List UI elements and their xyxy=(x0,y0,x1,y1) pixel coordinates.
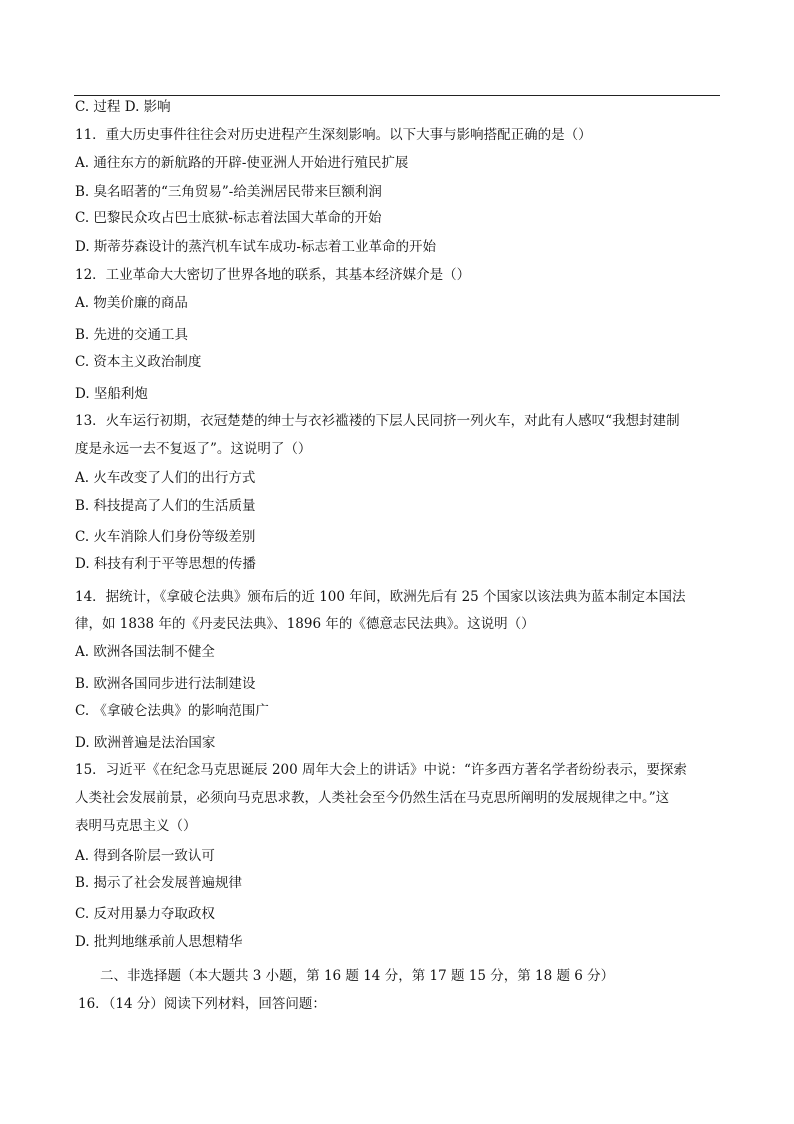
question-12-option-c: C. 资本主义政治制度 xyxy=(75,354,202,370)
header-rule xyxy=(74,95,720,96)
question-15-stem-line-2: 人类社会发展前景，必须向马克思求教，人类社会至今仍然生活在马克思所阐明的发展规律之中。”这 xyxy=(75,790,670,806)
question-15-option-b: B. 揭示了社会发展普遍规律 xyxy=(75,875,243,891)
question-13-stem-line-1: 13．火车运行初期，衣冠楚楚的绅士与衣衫褴褛的下层人民同挤一列火车，对此有人感叹“我想封建制 xyxy=(75,413,680,429)
question-13-option-c: C. 火车消除人们身份等级差别 xyxy=(75,529,256,545)
question-15-option-d: D. 批判地继承前人思想精华 xyxy=(75,934,243,950)
question-11-stem: 11．重大历史事件往往会对历史进程产生深刻影响。以下大事与影响搭配正确的是（） xyxy=(75,127,592,143)
question-13-option-d: D. 科技有利于平等思想的传播 xyxy=(75,556,256,572)
question-15-stem-line-3: 表明马克思主义（） xyxy=(75,818,197,834)
question-16-stem: 16．（14 分）阅读下列材料，回答问题： xyxy=(78,996,326,1012)
question-15-option-c: C. 反对用暴力夺取政权 xyxy=(75,906,215,922)
question-12-option-a: A. 物美价廉的商品 xyxy=(75,295,188,311)
question-12-option-d: D. 坚船利炮 xyxy=(75,386,148,402)
question-12-stem: 12．工业革命大大密切了世界各地的联系，其基本经济媒介是（） xyxy=(75,267,471,283)
question-11-option-a: A. 通往东方的新航路的开辟-使亚洲人开始进行殖民扩展 xyxy=(75,155,409,171)
question-15-stem-line-1: 15．习近平《在纪念马克思诞辰 200 周年大会上的讲话》中说：“许多西方著名学者纷纷表示，要探索 xyxy=(75,762,687,778)
question-13-option-a: A. 火车改变了人们的出行方式 xyxy=(75,470,256,486)
section-2-heading: 二、非选择题（本大题共 3 小题，第 16 题 14 分，第 17 题 15 分，第 18 题 6 分） xyxy=(100,968,615,984)
question-15-option-a: A. 得到各阶层一致认可 xyxy=(75,848,215,864)
question-11-option-b: B. 臭名昭著的“三角贸易”-给美洲居民带来巨额利润 xyxy=(75,184,382,200)
question-11-option-d: D. 斯蒂芬森设计的蒸汽机车试车成功-标志着工业革命的开始 xyxy=(75,239,436,255)
previous-question-options: C. 过程 D. 影响 xyxy=(75,99,171,115)
question-11-option-c: C. 巴黎民众攻占巴士底狱-标志着法国大革命的开始 xyxy=(75,210,382,226)
question-12-option-b: B. 先进的交通工具 xyxy=(75,327,189,343)
question-14-option-c: C. 《拿破仑法典》的影响范围广 xyxy=(75,703,269,719)
question-13-option-b: B. 科技提高了人们的生活质量 xyxy=(75,498,256,514)
question-14-option-d: D. 欧洲普遍是法治国家 xyxy=(75,735,216,751)
question-14-option-a: A. 欧洲各国法制不健全 xyxy=(75,644,215,660)
question-13-stem-line-2: 度是永远一去不复返了”。这说明了（） xyxy=(75,441,312,457)
question-14-stem-line-2: 律，如 1838 年的《丹麦民法典》、1896 年的《德意志民法典》。这说明（） xyxy=(75,616,535,632)
question-14-stem-line-1: 14．据统计，《拿破仑法典》颁布后的近 100 年间，欧洲先后有 25 个国家以该法典为蓝本制定本国法 xyxy=(75,589,686,605)
question-14-option-b: B. 欧洲各国同步进行法制建设 xyxy=(75,676,256,692)
